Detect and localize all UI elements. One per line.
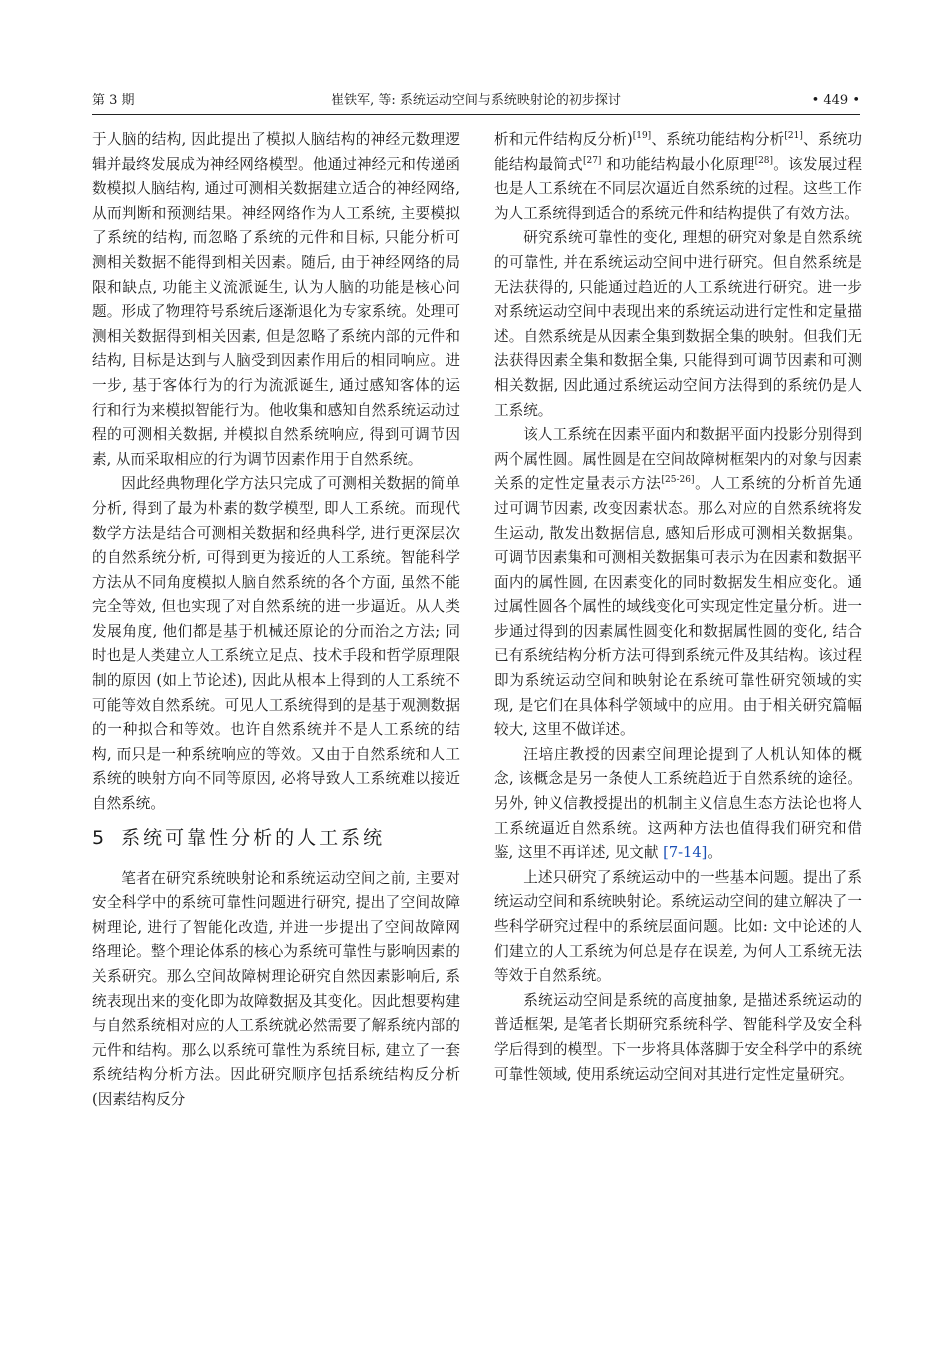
right-column [494,128,862,1087]
left-column [92,128,460,1113]
paragraph: 于人脑的结构, 因此提出了模拟人脑结构的神经元数理逻辑并最终发展成为神经网络模型。他通过神经元和传递函数模拟人脑结构, 通过可测相关数据建立适合的神经网络, 从而判断和预测结果。神经网络作为人工系统, 主要模拟了系统的结构, 而忽略了系统的元件和目标, 只能分析可测相关数据不能得到相关因素。随后, 由于神经网络的局限和缺点, 功能主义流派诞生, 认为人脑的功能是核心问题。形成了物理符号系统后逐渐退化为专家系统。处理可测相关数据得到相关因素, 但是忽略了系统内部的元件和结构, 目标是达到与人脑受到因素作用后的相同响应。进一步, 基于客体行为的行为流派诞生, 通过感知客体的运行和行为来模拟智能行为。他收集和感知自然系统运动过程的可测相关数据, 并模拟自然系统响应, 得到可调节因素, 从而采取相应的行为调节因素作用于自然系统。 [92,131,460,468]
paragraph-text: 、系统功能结构分析 [651,131,785,148]
page-header [92,88,860,114]
page-number: • 449 • [811,93,860,108]
citation[interactable]: [28] [754,155,774,166]
citation[interactable]: [27] [582,155,602,166]
paragraph-text: 汪培庄教授的因素空间理论提到了人机认知体的概念, 该概念是另一条使人工系统趋近于自然系统的途径。另外, 钟义信教授提出的机制主义信息生态方法论也将人工系统逼近自然系统。这两种方法也值得我们研究和借鉴, 这里不再详述, 见文献 [494,745,862,862]
paragraph-text: 该人工系统在因素平面内和数据平面内投影分别得到两个属性圆。属性圆是在空间故障树框架内的对象与因素关系的定性定量表示方法 [494,426,862,493]
paragraph-text: 析和元件结构反分析) [494,131,633,148]
paragraph: 笔者在研究系统映射论和系统运动空间之前, 主要对安全科学中的系统可靠性问题进行研究, 提出了空间故障树理论, 进行了智能化改造, 并进一步提出了空间故障网络理论。整个理论体系的核心为系统可靠性与影响因素的关系研究。那么空间故障树理论研究自然因素影响后, 系统表现出来的变化即为故障数据及其变化。因此想要构建与自然系统相对应的人工系统就必然需要了解系统内部的元件和结构。那么以系统可靠性为系统目标, 建立了一套系统结构分析方法。因此研究顺序包括系统结构反分析 (因素结构反分 [92,869,460,1108]
issue-label: 第 3 期 [92,93,135,108]
running-title: 崔铁军, 等: 系统运动空间与系统映射论的初步探讨 [331,93,621,108]
header-rule [92,114,860,115]
paragraph: 上述只研究了系统运动中的一些基本问题。提出了系统运动空间和系统映射论。系统运动空间的建立解决了一些科学研究过程中的系统层面问题。比如: 文中论述的人们建立的人工系统为何总是存在误差, 为何人工系统无法等效于自然系统。 [494,868,862,985]
citation[interactable]: [21] [784,131,803,142]
paragraph [494,128,862,226]
paragraph: 研究系统可靠性的变化, 理想的研究对象是自然系统的可靠性, 并在系统运动空间中进行研究。但自然系统是无法获得的, 只能通过趋近的人工系统进行研究。进一步对系统运动空间中表现出来的系统运动进行定性和定量描述。自然系统是从因素全集到数据全集的映射。但我们无法获得因素全集和数据全集, 只能得到可调节因素和可测相关数据, 因此通过系统运动空间方法得到的系统仍是人工系统。 [494,229,862,419]
paragraph-text: 。 [707,844,722,862]
citation-link[interactable]: [7-14] [663,844,708,862]
paragraph: 因此经典物理化学方法只完成了可测相关数据的简单分析, 得到了最为朴素的数学模型, 即人工系统。而现代数学方法是结合可测相关数据和经典科学, 进行更深层次的自然系统分析, 可得到更为接近的人工系统。智能科学方法从不同角度模拟人脑自然系统的各个方面, 虽然不能完全等效, 但也实现了对自然系统的进一步逼近。从人类发展角度, 他们都是基于机械还原论的分而治之方法; 同时也是人类建立人工系统立足点、技术手段和哲学原理限制的原因 (如上节论述), 因此从根本上得到的人工系统不可能等效自然系统。可见人工系统得到的是基于观测数据的一种拟合和等效。也许自然系统并不是人工系统的结构, 而只是一种系统响应的等效。又由于自然系统和人工系统的映射方向不同等原因, 必将导致人工系统难以接近自然系统。 [92,475,460,813]
paragraph [494,743,862,866]
citation[interactable]: [25-26] [661,475,695,486]
paragraph-text: 。该发展过程也是人工系统在不同层次逼近自然系统的过程。这些工作为人工系统得到适合的系统元件和结构提供了有效方法。 [494,155,862,222]
section-title: 系统可靠性分析的人工系统 [121,826,386,849]
paragraph: 系统运动空间是系统的高度抽象, 是描述系统运动的普适框架, 是笔者长期研究系统科学、智能科学及安全科学后得到的模型。下一步将具体落脚于安全科学中的系统可靠性领域, 使用系统运动空间对其进行定性定量研究。 [494,991,862,1083]
section-heading [92,823,460,853]
paragraph [494,423,862,743]
paragraph-text: 。人工系统的分析首先通过可调节因素, 改变因素状态。那么对应的自然系统将发生运动, 散发出数据信息, 感知后形成可测相关数据集。可调节因素集和可测相关数据集可表示为在因素和数据平面内的属性圆, 在因素变化的同时数据发生相应变化。通过属性圆各个属性的域线变化可实现定性定量分析。进一步通过得到的因素属性圆变化和数据属性圆的变化, 结合已有系统结构分析方法可得到系统元件及其结构。该过程即为系统运动空间和映射论在系统可靠性研究领域的实现, 是它们在具体科学领域中的应用。由于相关研究篇幅较大, 这里不做详述。 [494,475,862,739]
citation[interactable]: [19] [632,131,652,142]
paragraph-text: 、系统功能结构最简式 [494,131,862,173]
section-number: 5 [92,826,108,849]
paragraph-text: 和功能结构最小化原理 [601,155,755,173]
